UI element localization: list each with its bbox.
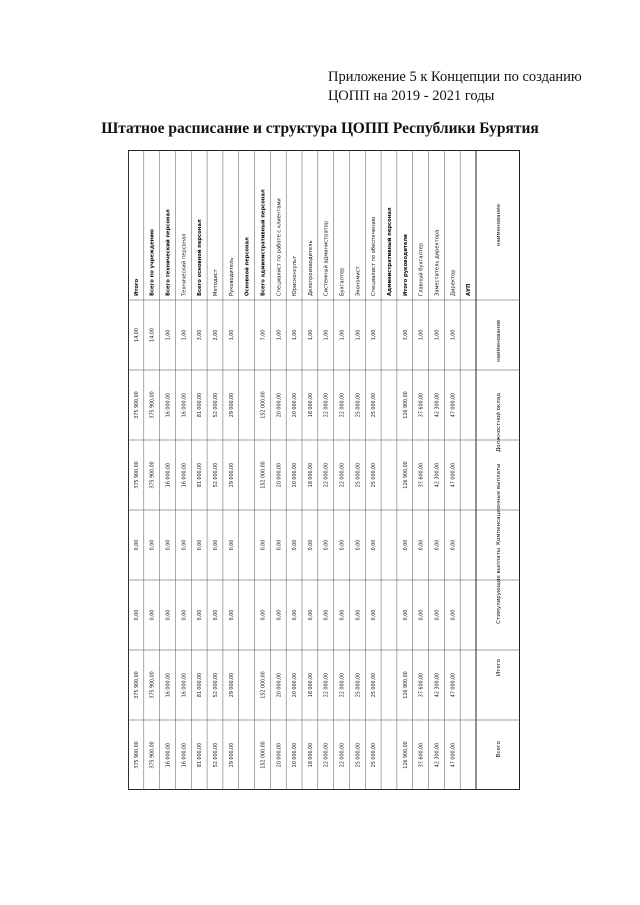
row-name: Всего по учреждению	[149, 229, 156, 296]
table-cell: 18 000,00	[308, 392, 314, 418]
table-cell: 52 000,00	[214, 672, 219, 698]
table-cell: 0,00	[166, 609, 172, 621]
table-cell: 375 900,00	[150, 461, 156, 489]
table-cell: 126 900,00	[403, 391, 409, 419]
table-cell: 0,00	[340, 609, 346, 621]
table-cell: 0,00	[372, 539, 378, 551]
header-label: наименование	[496, 319, 502, 362]
table-cell: 0,00	[261, 539, 267, 551]
table-cell: 1,00	[293, 329, 299, 341]
table-cell: 20 000,00	[293, 742, 299, 768]
appendix-line-2: ЦОПП на 2019 - 2021 годы	[328, 88, 495, 104]
table-cell: 22 000,00	[340, 462, 346, 488]
table-cell: 81 000,00	[198, 672, 204, 698]
table-cell: 0,00	[198, 609, 204, 621]
table-cell: 0,00	[229, 609, 235, 621]
table-cell: 0,00	[419, 609, 425, 621]
table-cell: 0,00	[293, 539, 299, 551]
table-cell: 0,00	[435, 539, 441, 551]
table-cell: 0,00	[214, 539, 219, 551]
appendix-line-1: Приложение 5 к Концепции по созданию	[328, 69, 582, 85]
table-cell: 1,00	[451, 329, 457, 341]
table-cell: 1,00	[277, 329, 283, 341]
table-cell: 14,00	[134, 328, 140, 342]
staffing-table-svg	[128, 150, 520, 790]
table-cell: 0,00	[182, 539, 188, 551]
table-cell: 47 000,00	[451, 392, 457, 418]
table-cell: 52 000,00	[214, 742, 219, 768]
table-cell: 0,00	[419, 539, 425, 551]
row-name: Всего административный персонал	[260, 189, 267, 296]
row-name: Специалист по обеспечению	[371, 216, 378, 296]
row-name: Итого руководители	[402, 234, 409, 296]
table-cell: 375 900,00	[134, 741, 140, 769]
table-cell: 0,00	[403, 539, 409, 551]
table-cell: 81 000,00	[198, 462, 204, 488]
table-cell: 29 000,00	[229, 742, 235, 768]
row-name: Специалист по работе с клиентами	[276, 198, 283, 296]
table-cell: 0,00	[261, 609, 267, 621]
row-name: Главный бухгалтер	[418, 242, 425, 296]
table-cell: 0,00	[435, 609, 441, 621]
table-cell: 42 300,00	[435, 392, 441, 418]
table-cell: 1,00	[356, 329, 362, 341]
table-cell: 1,00	[182, 329, 188, 341]
table-cell: 2,00	[214, 329, 219, 341]
row-name: Директор	[450, 269, 457, 296]
row-name: Административный персонал	[387, 207, 393, 296]
table-cell: 25 000,00	[372, 462, 378, 488]
row-name: Делопроизводитель	[307, 240, 314, 296]
table-cell: 22 000,00	[340, 392, 346, 418]
table-cell: 1,00	[372, 329, 378, 341]
table-cell: 52 000,00	[214, 392, 219, 418]
table-cell: 3,00	[403, 329, 409, 341]
appendix-note	[328, 68, 628, 106]
table-cell: 0,00	[403, 609, 409, 621]
table-cell: 22 000,00	[324, 672, 330, 698]
table-cell: 52 000,00	[214, 462, 219, 488]
table-cell: 0,00	[451, 609, 457, 621]
row-name: Экономист	[355, 266, 362, 296]
header-label: Должностной оклад	[496, 393, 502, 452]
staffing-table	[128, 150, 520, 790]
table-cell: 47 000,00	[451, 672, 457, 698]
table-cell: 375 900,00	[150, 391, 156, 419]
table-cell: 81 000,00	[198, 392, 204, 418]
row-name: Руководитель	[228, 257, 235, 296]
table-cell: 126 900,00	[403, 461, 409, 489]
table-cell: 29 000,00	[229, 672, 235, 698]
table-cell: 81 000,00	[198, 742, 204, 768]
row-name: Бухгалтер	[339, 267, 346, 296]
table-cell: 16 000,00	[182, 392, 188, 418]
header-label-name: наименование	[496, 203, 502, 247]
table-cell: 1,00	[419, 329, 425, 341]
row-name: Итого	[133, 278, 140, 296]
table-cell: 0,00	[166, 539, 172, 551]
table-cell: 25 000,00	[356, 462, 362, 488]
table-cell: 152 000,00	[261, 461, 267, 489]
document-title: Штатное расписание и структура ЦОПП Республики Бурятия	[101, 120, 539, 137]
table-cell: 0,00	[150, 539, 156, 551]
table-cell: 22 000,00	[340, 742, 346, 768]
table-cell: 22 000,00	[324, 392, 330, 418]
row-name: Методист	[213, 269, 219, 296]
row-name: Системный администратор	[323, 220, 330, 296]
table-cell: 0,00	[182, 609, 188, 621]
table-cell: 0,00	[308, 609, 314, 621]
table-cell: 16 000,00	[166, 392, 172, 418]
table-cell: 16 000,00	[182, 742, 188, 768]
header-label: Компенсационные выплаты	[496, 463, 502, 545]
table-cell: 18 000,00	[308, 462, 314, 488]
header-label: Всего	[496, 740, 502, 758]
table-cell: 1,00	[229, 329, 235, 341]
table-cell: 16 000,00	[166, 462, 172, 488]
table-cell: 1,00	[308, 329, 314, 341]
table-cell: 25 000,00	[356, 672, 362, 698]
table-cell: 25 000,00	[372, 742, 378, 768]
row-name: Основной персонал	[244, 237, 251, 296]
table-cell: 0,00	[134, 609, 140, 621]
table-cell: 20 000,00	[293, 462, 299, 488]
table-cell: 0,00	[198, 539, 204, 551]
table-cell: 25 000,00	[356, 742, 362, 768]
table-cell: 47 000,00	[451, 742, 457, 768]
row-name: Всего основной персонал	[197, 219, 204, 296]
table-cell: 0,00	[134, 539, 140, 551]
table-cell: 16 000,00	[166, 672, 172, 698]
table-cell: 25 000,00	[356, 392, 362, 418]
table-cell: 22 000,00	[324, 742, 330, 768]
table-cell: 1,00	[435, 329, 441, 341]
table-cell: 0,00	[451, 539, 457, 551]
table-cell: 152 000,00	[261, 391, 267, 419]
table-cell: 0,00	[229, 539, 235, 551]
table-cell: 375 900,00	[150, 671, 156, 699]
table-cell: 0,00	[340, 539, 346, 551]
table-cell: 37 600,00	[419, 672, 425, 698]
table-cell: 37 600,00	[419, 392, 425, 418]
table-cell: 1,00	[166, 329, 172, 341]
table-cell: 20 000,00	[277, 742, 283, 768]
table-cell: 0,00	[277, 609, 283, 621]
table-cell: 22 000,00	[324, 462, 330, 488]
table-cell: 375 900,00	[134, 461, 140, 489]
table-cell: 16 000,00	[182, 462, 188, 488]
row-name: АУП	[466, 283, 473, 296]
table-cell: 16 000,00	[182, 672, 188, 698]
table-cell: 0,00	[356, 539, 362, 551]
table-cell: 20 000,00	[277, 672, 283, 698]
table-cell: 29 000,00	[229, 392, 235, 418]
row-name: Юрисконсульт	[292, 255, 299, 296]
table-cell: 47 000,00	[451, 462, 457, 488]
table-cell: 37 600,00	[419, 742, 425, 768]
table-cell: 375 900,00	[134, 671, 140, 699]
table-cell: 375 900,00	[134, 391, 140, 419]
table-cell: 0,00	[293, 609, 299, 621]
table-cell: 20 000,00	[293, 392, 299, 418]
table-cell: 20 000,00	[277, 462, 283, 488]
row-name: Технический персонал	[181, 233, 188, 296]
row-name: Заместитель директора	[434, 229, 441, 296]
table-cell: 42 300,00	[435, 462, 441, 488]
table-cell: 0,00	[372, 609, 378, 621]
table-cell: 22 000,00	[340, 672, 346, 698]
table-cell: 25 000,00	[372, 392, 378, 418]
table-cell: 0,00	[150, 609, 156, 621]
table-cell: 0,00	[324, 609, 330, 621]
header-label: Стимулирующие выплаты	[496, 547, 502, 624]
table-cell: 0,00	[324, 539, 330, 551]
table-cell: 37 600,00	[419, 462, 425, 488]
row-name: Всего технический персонал	[165, 209, 172, 296]
table-cell: 126 900,00	[403, 671, 409, 699]
table-cell: 7,00	[261, 329, 267, 341]
table-cell: 20 000,00	[277, 392, 283, 418]
table-cell: 0,00	[214, 609, 219, 621]
table-cell: 18 000,00	[308, 742, 314, 768]
table-cell: 0,00	[277, 539, 283, 551]
table-cell: 0,00	[308, 539, 314, 551]
table-cell: 14,00	[150, 328, 156, 342]
table-cell: 42 300,00	[435, 672, 441, 698]
table-cell: 18 000,00	[308, 672, 314, 698]
table-cell: 42 300,00	[435, 742, 441, 768]
table-cell: 3,00	[198, 329, 204, 341]
table-cell: 20 000,00	[293, 672, 299, 698]
table-cell: 375 900,00	[150, 741, 156, 769]
table-cell: 126 900,00	[403, 741, 409, 769]
table-cell: 152 000,00	[261, 671, 267, 699]
header-label: Итого	[496, 659, 502, 676]
table-cell: 29 000,00	[229, 462, 235, 488]
table-cell: 0,00	[356, 609, 362, 621]
table-cell: 16 000,00	[166, 742, 172, 768]
table-cell: 1,00	[340, 329, 346, 341]
table-cell: 152 000,00	[261, 741, 267, 769]
table-cell: 1,00	[324, 329, 330, 341]
table-cell: 25 000,00	[372, 672, 378, 698]
